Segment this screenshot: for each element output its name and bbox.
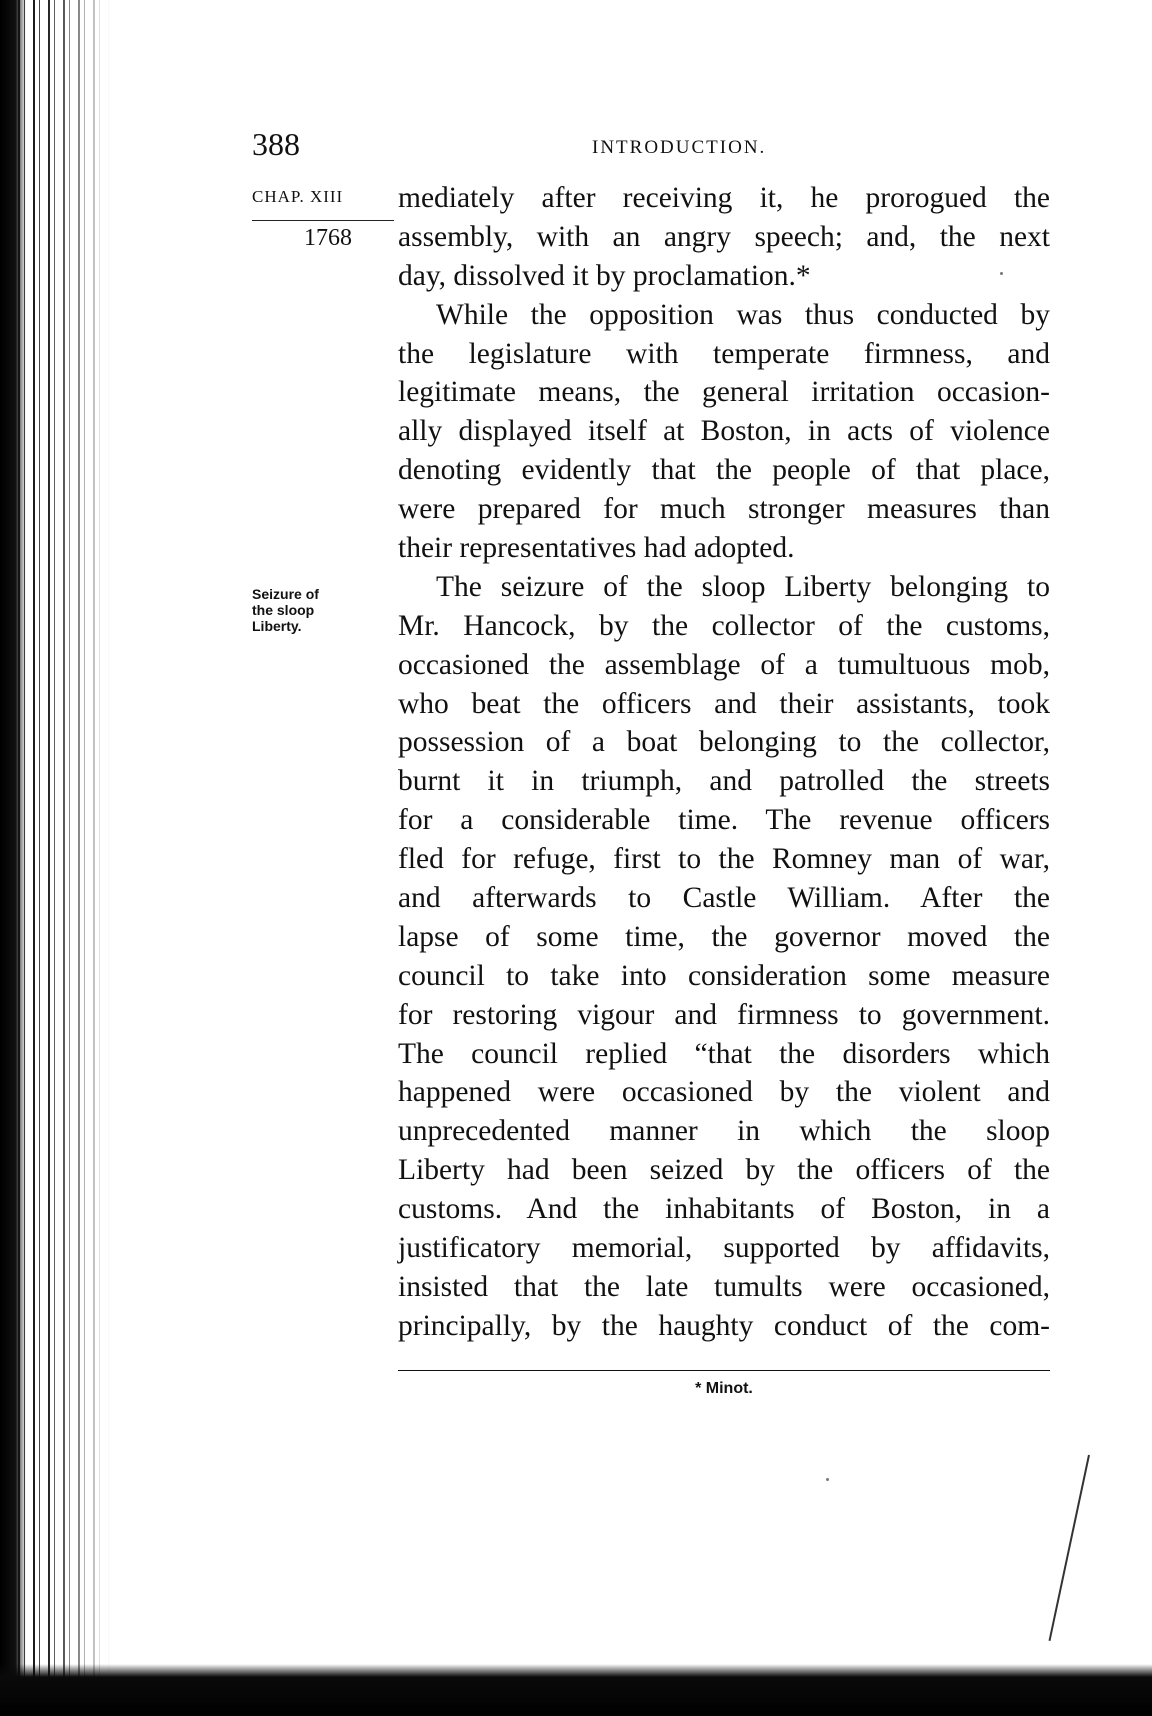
text-line: legitimate means, the general irritation occasion-	[398, 376, 1050, 409]
text-line: who beat the officers and their assistants, took	[398, 687, 1050, 720]
text-line: mediately after receiving it, he prorogued the	[398, 182, 1050, 214]
sidenote-line: Seizure of	[252, 586, 319, 602]
text-line: ally displayed itself at Boston, in acts of violence	[398, 415, 1050, 448]
text-line: the legislature with temperate firmness, and	[398, 337, 1050, 370]
text-line: fled for refuge, first to the Romney man of war,	[398, 843, 1050, 876]
text-line: assembly, with an angry speech; and, the next	[398, 220, 1050, 253]
sidenote-line: Liberty.	[252, 618, 302, 634]
text-line: and afterwards to Castle William. After the	[398, 882, 1050, 915]
text-line: justificatory memorial, supported by affidavits,	[398, 1232, 1050, 1265]
page-heading: INTRODUCTION.	[592, 137, 767, 158]
text-line: day, dissolved it by proclamation.*	[398, 259, 811, 292]
running-head	[252, 124, 1052, 172]
text-line: happened were occasioned by the violent and	[398, 1076, 1050, 1109]
text-line: for restoring vigour and firmness to government.	[398, 998, 1050, 1031]
page-binding-shadow	[0, 0, 26, 1716]
text-line: occasioned the assemblage of a tumultuous mob,	[398, 648, 1050, 681]
text-line: The seizure of the sloop Liberty belonging to	[436, 570, 1050, 603]
text-line: The council replied “that the disorders which	[398, 1037, 1050, 1070]
text-line: denoting evidently that the people of that place,	[398, 454, 1050, 487]
margin-chapter-label: CHAP. XIII	[252, 187, 344, 206]
text-line: burnt it in triumph, and patrolled the streets	[398, 765, 1050, 798]
scan-speck	[826, 1478, 829, 1481]
text-line: lapse of some time, the governor moved the	[398, 920, 1050, 953]
text-line: While the opposition was thus conducted by	[436, 298, 1050, 331]
text-line: Mr. Hancock, by the collector of the customs,	[398, 609, 1050, 642]
margin-sidenote	[252, 586, 382, 634]
text-line: Liberty had been seized by the officers of the	[398, 1154, 1050, 1187]
text-line: their representatives had adopted.	[398, 532, 795, 565]
text-line: possession of a boat belonging to the collector,	[398, 726, 1050, 759]
text-line: insisted that the late tumults were occasioned,	[398, 1270, 1050, 1303]
text-line: council to take into consideration some measure	[398, 959, 1050, 992]
text-line: for a considerable time. The revenue officers	[398, 804, 1050, 837]
page-bottom-edge	[0, 1664, 1152, 1716]
text-line: unprecedented manner in which the sloop	[398, 1115, 1050, 1148]
body-text	[398, 179, 1050, 1346]
text-line: principally, by the haughty conduct of the com-	[398, 1309, 1050, 1342]
text-line: were prepared for much stronger measures than	[398, 493, 1050, 526]
margin-year: 1768	[252, 220, 394, 255]
footnote: * Minot.	[695, 1380, 753, 1397]
footnote-rule	[398, 1370, 1050, 1371]
page-number: 388	[252, 126, 300, 162]
scan-artifact-line	[1049, 1455, 1090, 1641]
text-line: customs. And the inhabitants of Boston, in a	[398, 1193, 1050, 1226]
sidenote-line: the sloop	[252, 602, 315, 618]
